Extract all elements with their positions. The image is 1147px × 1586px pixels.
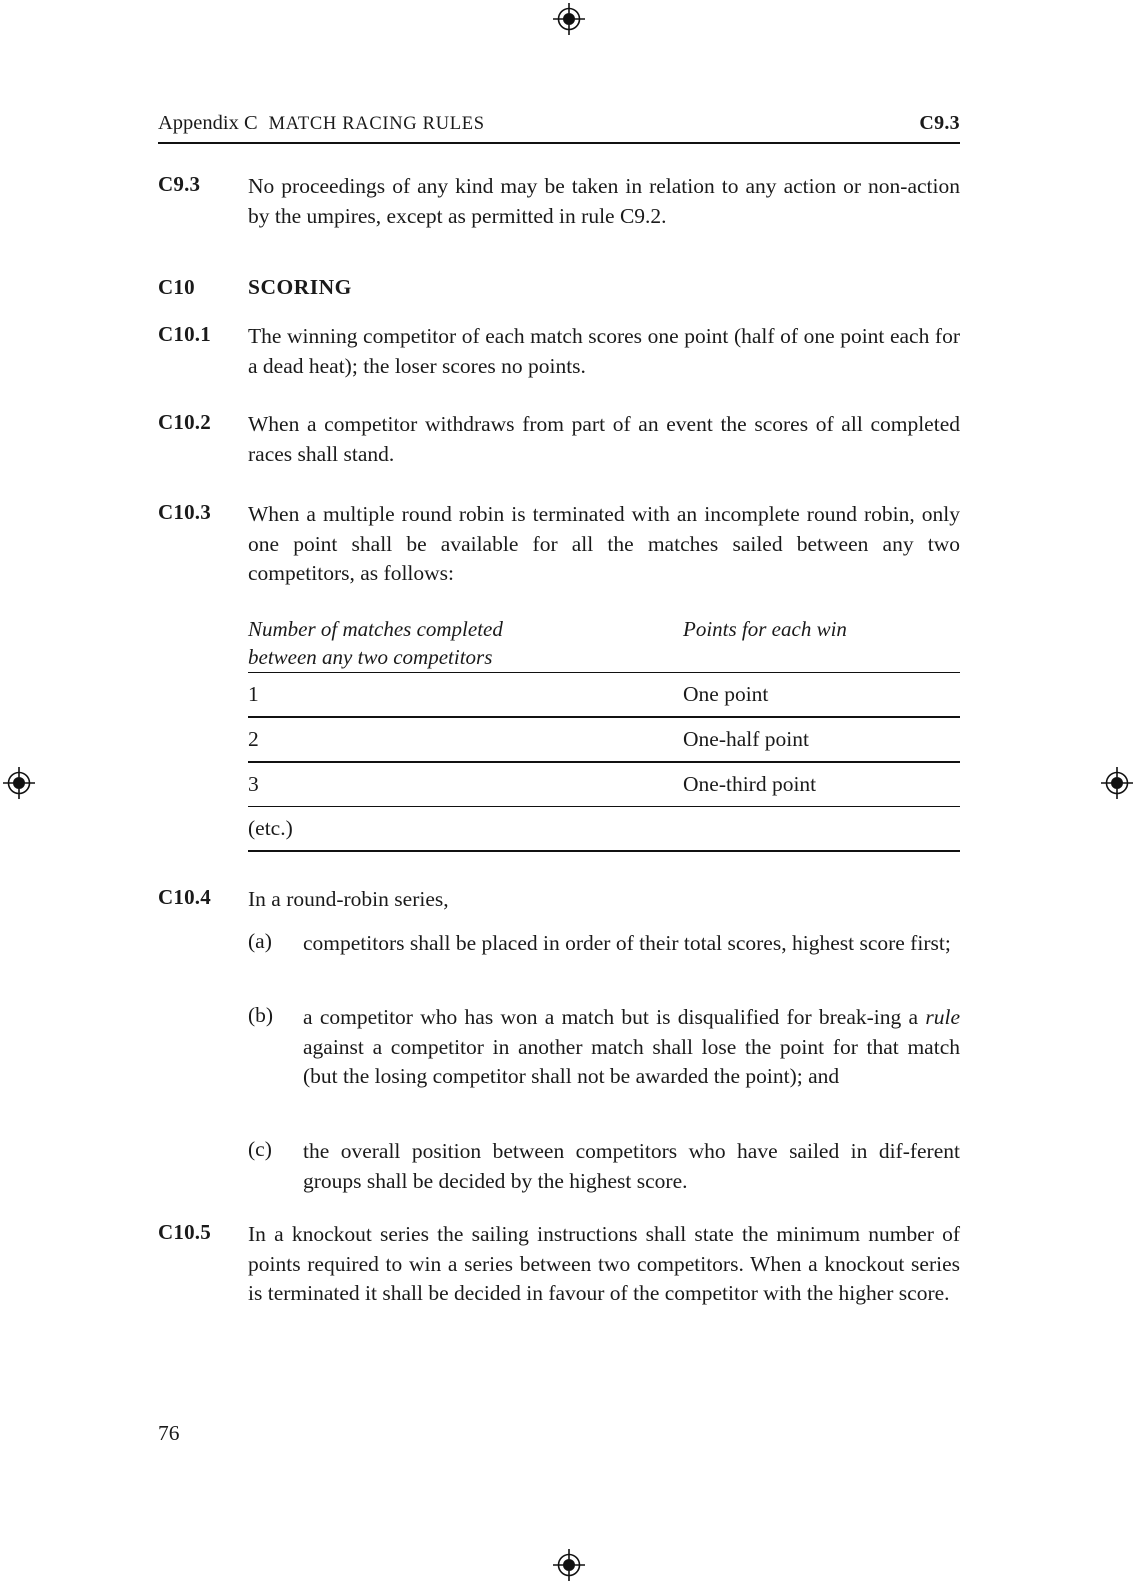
rule-label-c10-4: C10.4 bbox=[158, 885, 211, 909]
scoring-table-header-matches bbox=[248, 616, 683, 672]
list-item-label-a: (a) bbox=[248, 929, 272, 953]
rule-text-c10-5: In a knockout series the sailing instructions shall state the minimum number of points required to win a series between two competitors. When a knockout series is terminated it shall be decided in favour of the competitor with the higher score. bbox=[248, 1222, 960, 1306]
rule-label-c10: C10 bbox=[158, 275, 195, 299]
list-item-text-b-before: a competitor who has won a match but is disqualified for break-ing a bbox=[303, 1005, 926, 1029]
list-item-text-a: competitors shall be placed in order of their total scores, highest score first; bbox=[303, 931, 951, 955]
section-title-scoring: SCORING bbox=[248, 275, 352, 299]
list-item-label-b: (b) bbox=[248, 1003, 274, 1027]
scoring-table-continuation-row bbox=[248, 807, 960, 850]
running-head-rule bbox=[158, 142, 960, 144]
running-head-left bbox=[158, 112, 485, 135]
rule-label-c10-1: C10.1 bbox=[158, 322, 211, 346]
rule-text-c10-1: The winning competitor of each match scores one point (half of one point each for a dead heat); the loser scores no points. bbox=[248, 324, 960, 378]
rule-label-c10-2: C10.2 bbox=[158, 410, 211, 434]
rule-label-c10-5: C10.5 bbox=[158, 1220, 211, 1244]
running-head-title: MATCH RACING RULES bbox=[268, 114, 485, 134]
registration-mark-top bbox=[552, 2, 586, 36]
registration-mark-right bbox=[1100, 766, 1134, 800]
list-item-text-c: the overall position between competitors who have sailed in dif-ferent groups shall be decided by the highest score. bbox=[303, 1139, 960, 1193]
list-item-text-b bbox=[303, 1003, 960, 1092]
list-item-c10-4-c bbox=[248, 1137, 960, 1196]
rule-block-c9-3 bbox=[158, 172, 960, 231]
rule-block-c10-4 bbox=[158, 885, 960, 915]
list-item-c10-4-a bbox=[248, 929, 960, 959]
rule-block-c10-2 bbox=[158, 410, 960, 469]
scoring-table-cell-matches: 1 bbox=[248, 682, 259, 707]
rule-block-c10-3 bbox=[158, 500, 960, 589]
scoring-table-cell-matches: 2 bbox=[248, 727, 259, 752]
table-row bbox=[248, 718, 960, 761]
table-row bbox=[248, 763, 960, 806]
scoring-table-continuation: (etc.) bbox=[248, 816, 293, 841]
registration-mark-left bbox=[2, 766, 36, 800]
scoring-table-rule-bottom bbox=[248, 850, 960, 852]
rule-text-c9-3: No proceedings of any kind may be taken in relation to any action or non-action by the umpires, except as permitted in rule C9.2. bbox=[248, 174, 960, 228]
rule-text-c10-4: In a round-robin series, bbox=[248, 887, 449, 911]
rule-block-c10-5 bbox=[158, 1220, 960, 1309]
list-item-c10-4-b bbox=[248, 1003, 960, 1092]
scoring-table-cell-points: One point bbox=[683, 682, 769, 707]
scoring-table-cell-matches: 3 bbox=[248, 771, 259, 796]
list-item-text-b-after: against a competitor in another match shall lose the point for that match (but the losing competitor shall not be awarded the point); and bbox=[303, 1034, 960, 1089]
emphasis-rule: rule bbox=[925, 1005, 960, 1029]
rule-label-c10-3: C10.3 bbox=[158, 500, 211, 524]
scoring-table-header-matches-line1: Number of matches completed bbox=[248, 617, 503, 641]
running-head-rule-ref: C9.3 bbox=[919, 112, 960, 134]
rule-label-c9-3: C9.3 bbox=[158, 172, 201, 196]
rule-block-c10-heading bbox=[158, 275, 352, 300]
running-head-appendix: Appendix C bbox=[158, 112, 258, 134]
registration-mark-bottom bbox=[552, 1548, 586, 1582]
rule-text-c10-2: When a competitor withdraws from part of an event the scores of all completed races shall stand. bbox=[248, 412, 960, 466]
scoring-table-header-matches-line2: between any two competitors bbox=[248, 644, 493, 669]
list-item-label-c: (c) bbox=[248, 1137, 272, 1161]
scoring-table-header-points: Points for each win bbox=[683, 617, 847, 641]
running-head bbox=[158, 112, 960, 135]
rule-block-c10-1 bbox=[158, 322, 960, 381]
table-row bbox=[248, 673, 960, 716]
scoring-table-cell-points: One-half point bbox=[683, 727, 809, 752]
page-number: 76 bbox=[158, 1421, 180, 1445]
scoring-table-cell-points: One-third point bbox=[683, 771, 817, 796]
scoring-table-header bbox=[248, 616, 960, 672]
scoring-table bbox=[248, 616, 960, 852]
rule-text-c10-3: When a multiple round robin is terminated with an incomplete round robin, only one point shall be available for all the matches sailed between any two competitors, as follows: bbox=[248, 502, 960, 586]
